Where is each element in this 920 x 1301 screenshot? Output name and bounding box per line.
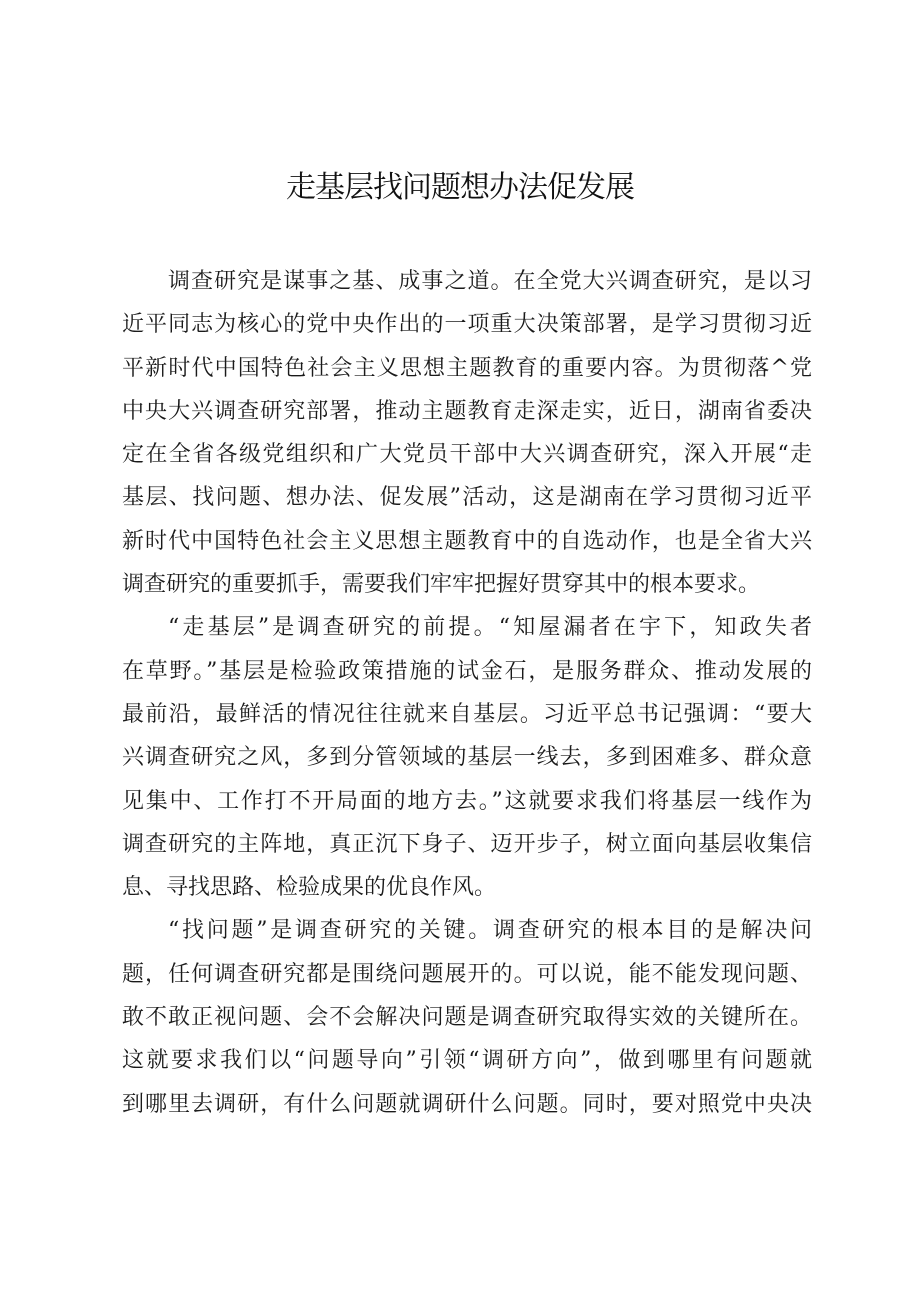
paragraph-2-line-4: 兴调查研究之风，多到分管领域的基层一线去，多到困难多、群众意 bbox=[122, 745, 812, 771]
paragraph-3-line-2: 题，任何调查研究都是围绕问题展开的。可以说，能不能发现问题、 bbox=[122, 961, 812, 987]
paragraph-1-line-2: 近平同志为核心的党中央作出的一项重大决策部署，是学习贯彻习近 bbox=[122, 312, 812, 338]
document-body bbox=[122, 260, 812, 1126]
paragraph-1-line-7: 新时代中国特色社会主义思想主题教育中的自选动作，也是全省大兴 bbox=[122, 528, 812, 554]
paragraph-1-line-1: 调查研究是谋事之基、成事之道。在全党大兴调查研究，是以习 bbox=[168, 269, 812, 294]
paragraph-2-line-3: 最前沿，最鲜活的情况往往就来自基层。习近平总书记强调：“要大 bbox=[122, 701, 812, 727]
paragraph-3-line-3: 敢不敢正视问题、会不会解决问题是调查研究取得实效的关键所在。 bbox=[122, 1005, 812, 1031]
paragraph-1-line-4: 中央大兴调查研究部署，推动主题教育走深走实，近日，湖南省委决 bbox=[122, 398, 812, 424]
paragraph-3-line-1: “找问题”是调查研究的关键。调查研究的根本目的是解决问 bbox=[168, 918, 812, 944]
paragraph-3-line-5: 到哪里去调研，有什么问题就调研什么问题。同时，要对照党中央决 bbox=[122, 1091, 812, 1117]
paragraph-1-line-6: 基层、找问题、想办法、促发展”活动，这是湖南在学习贯彻习近平 bbox=[122, 485, 812, 511]
paragraph-2-line-7: 息、寻找思路、检验成果的优良作风。 bbox=[122, 875, 497, 901]
paragraph-2-line-6: 调查研究的主阵地，真正沉下身子、迈开步子，树立面向基层收集信 bbox=[122, 831, 812, 857]
paragraph-1-line-8: 调查研究的重要抓手，需要我们牢牢把握好贯穿其中的根本要求。 bbox=[122, 572, 761, 598]
paragraph-3-line-4: 这就要求我们以“问题导向”引领“调研方向”，做到哪里有问题就 bbox=[122, 1048, 812, 1074]
paragraph-1-line-3: 平新时代中国特色社会主义思想主题教育的重要内容。为贯彻落^党 bbox=[122, 355, 812, 381]
paragraph-2-line-2: 在草野。”基层是检验政策措施的试金石，是服务群众、推动发展的 bbox=[122, 658, 812, 684]
paragraph-2-line-5: 见集中、工作打不开局面的地方去。”这就要求我们将基层一线作为 bbox=[122, 788, 812, 814]
paragraph-2-line-1: “走基层”是调查研究的前提。“知屋漏者在宇下，知政失者 bbox=[168, 615, 812, 641]
document-title: 走基层找问题想办法促发展 bbox=[286, 170, 634, 205]
paragraph-1-line-5: 定在全省各级党组织和广大党员干部中大兴调查研究，深入开展“走 bbox=[122, 442, 812, 468]
